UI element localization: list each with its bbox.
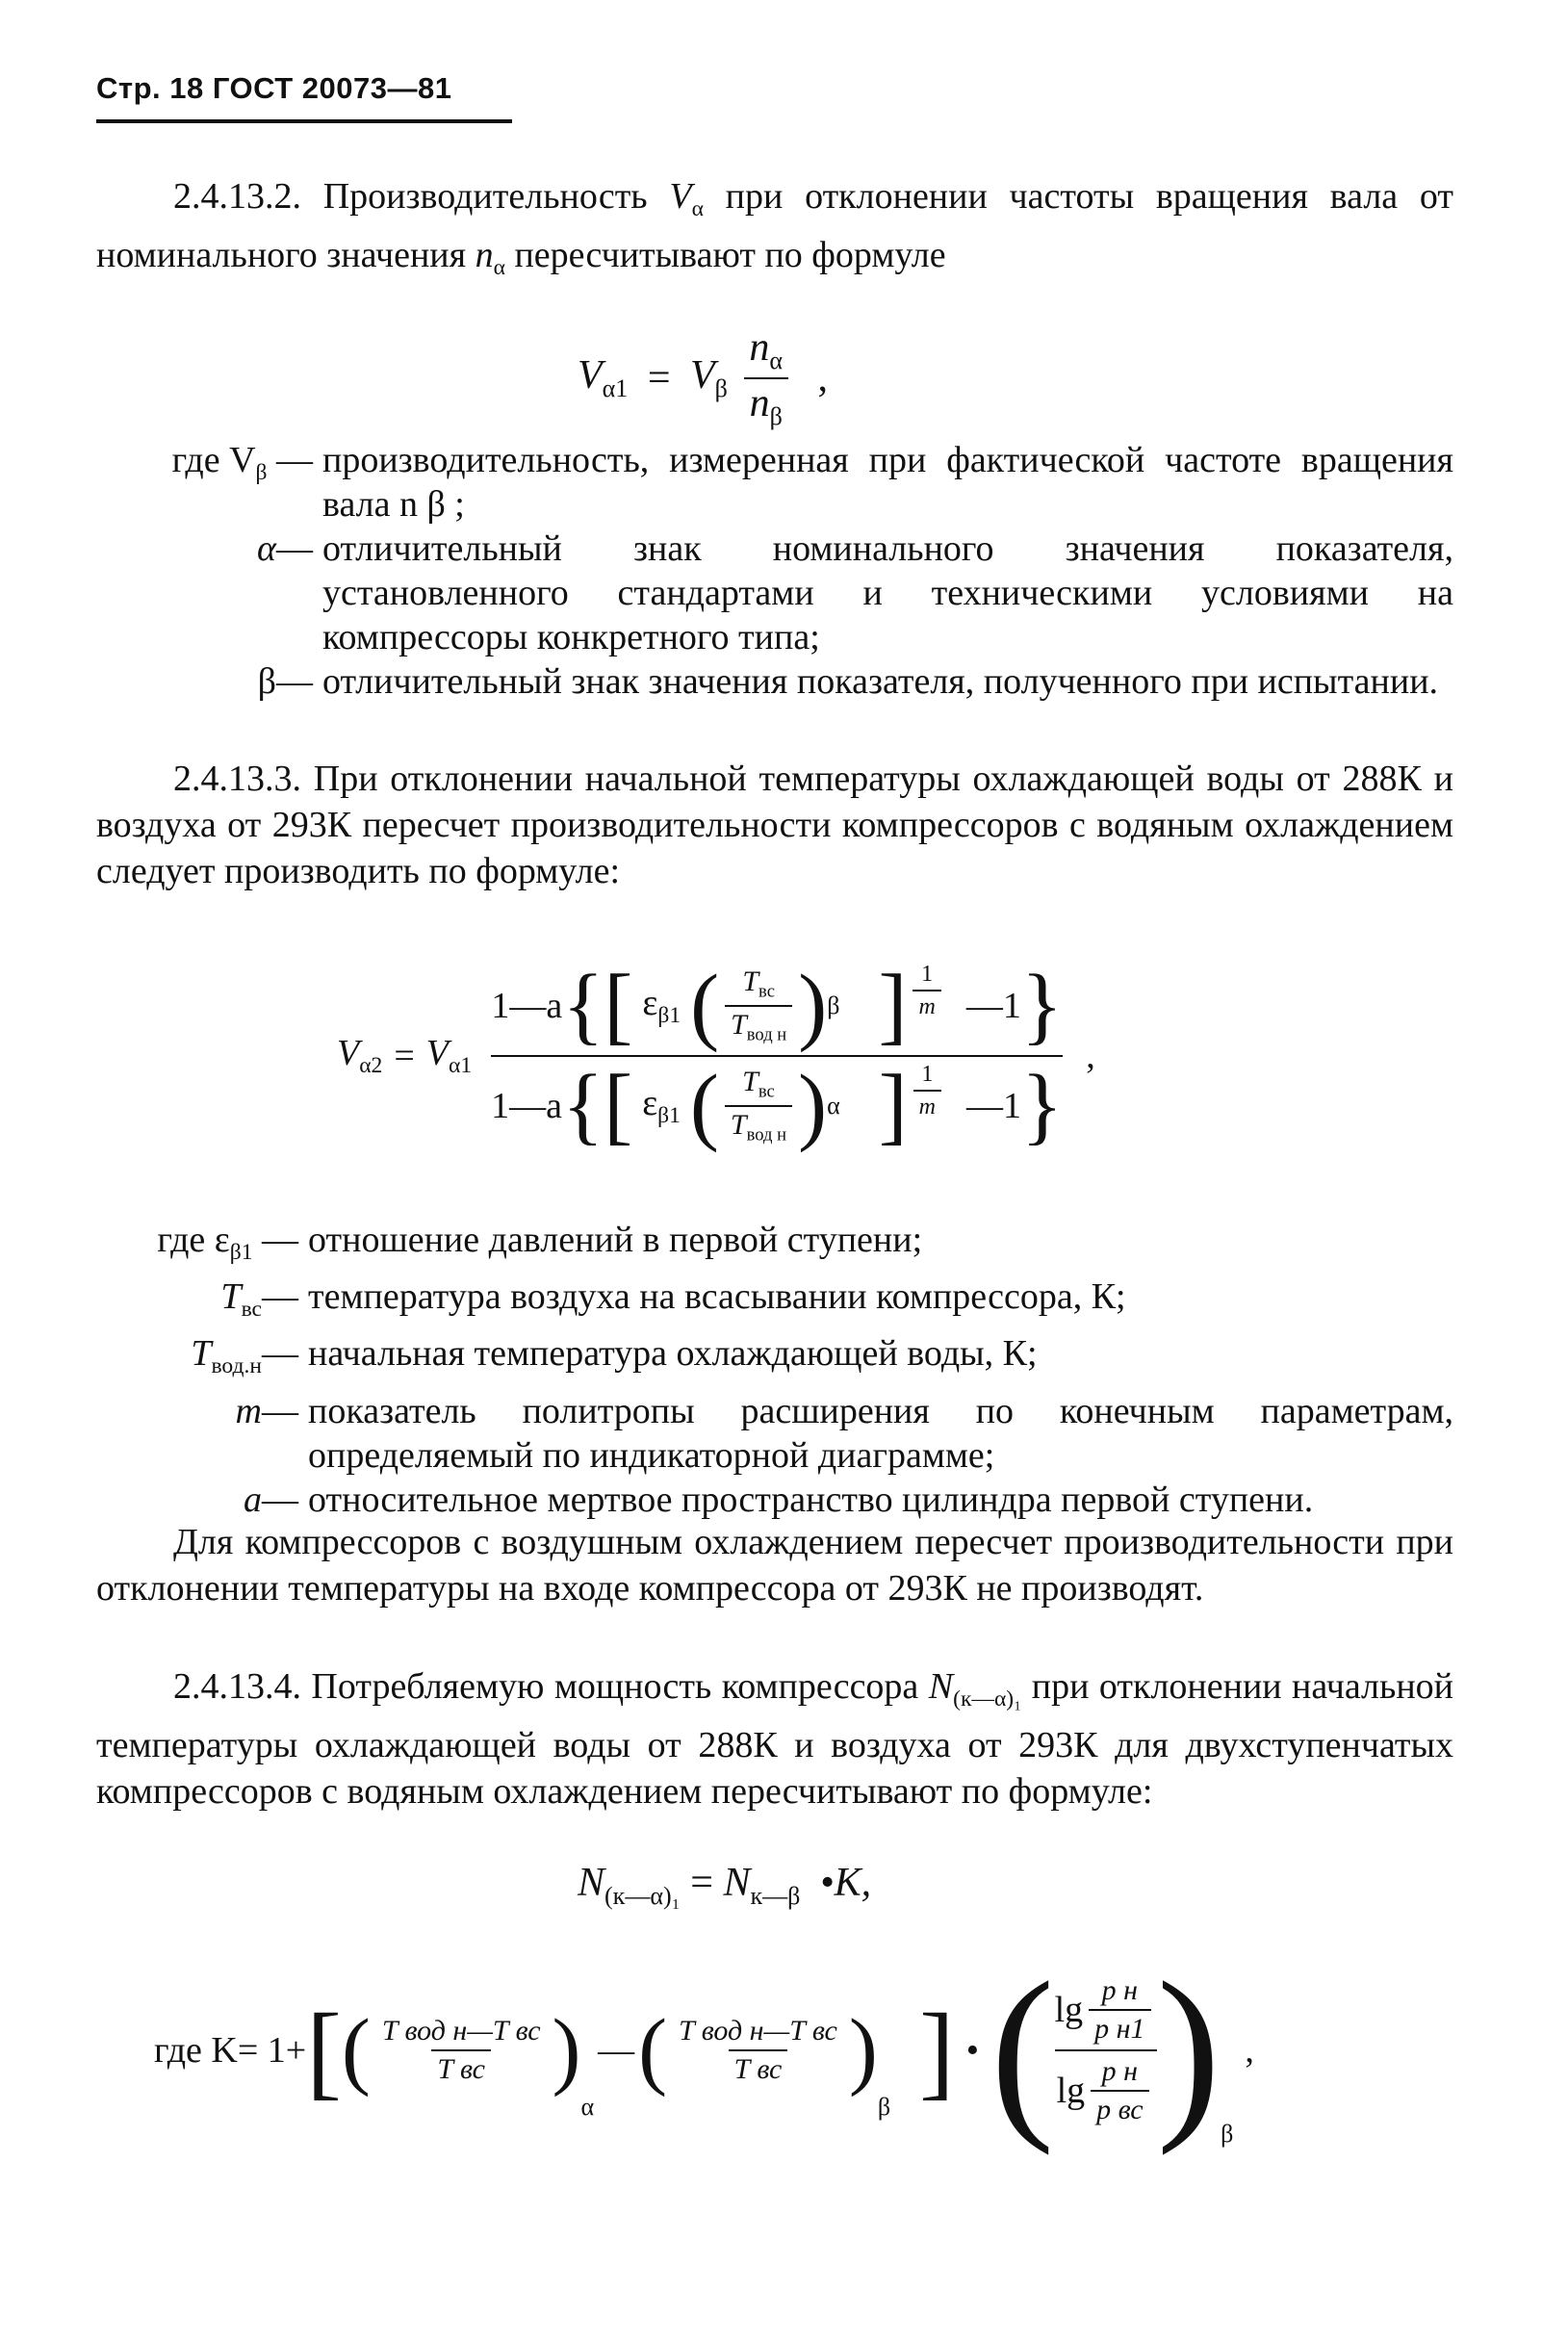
s4-intro: 2.4.13.4. Потребляемую мощность компрессора [173, 1666, 919, 1707]
f4-dot: • [965, 2030, 979, 2071]
f2-exp-den: m [918, 1094, 937, 1120]
f1-num: n [749, 325, 770, 370]
f4-tail: , [1245, 2030, 1254, 2071]
f3-rhs-sub: к—β [750, 1882, 801, 1911]
f2-v: V [425, 1032, 449, 1073]
f4-term-2 [673, 2017, 843, 2084]
s2-intro: 2.4.13.2. Производительность [173, 176, 648, 217]
f2-eps: ε [642, 982, 658, 1023]
f4-t2-num: T вод н—T вс [679, 2015, 837, 2047]
legend-1 [96, 438, 1453, 704]
f2-lhs: V [337, 1032, 360, 1073]
f4-minus: — [598, 2030, 635, 2071]
f4-prefix: где K= 1+ [154, 2030, 307, 2071]
f4-outer-sub: β [1221, 2120, 1234, 2148]
legend-1-sym: где V [171, 440, 256, 480]
legend-1-dash: — [276, 440, 313, 480]
f4-lg: lg [1056, 2071, 1086, 2111]
f1-v-sub: β [714, 374, 728, 403]
f3-rhs: N [723, 1861, 751, 1905]
f2-one-minus-a: 1—a [491, 986, 563, 1026]
f4-log-ratio [1055, 1976, 1157, 2124]
f1-den-sub: β [769, 402, 783, 431]
legend-1-row [96, 659, 1453, 704]
header-rule [96, 119, 512, 123]
f2-t-den-sub: вод н [746, 1024, 787, 1045]
f2-numerator: 1—a { [ $\varepsilon_{\beta 1}$ ( $\frac{T_{вс}}{T_{вод н}}$ ) β ] $\frac{1}{m}$ —1 } [491, 958, 1064, 1053]
legend-2-sym: T [220, 1276, 242, 1318]
f3-lhs: N [578, 1861, 605, 1905]
f2-eps: ε [642, 1082, 658, 1123]
legend-1-text: производительность, измеренная при фактической частоте вращения вала n β ; [322, 440, 1453, 525]
air-cooled-note: Для компрессоров с воздушным охлаждением пересчет производительности при отклонении температуры на входе компрессора от 293К не производят. [96, 1522, 1453, 1609]
f2-minus-one: —1 [965, 986, 1021, 1026]
formula-4: где K= 1+ [ ( $\frac{\text{T вод н—T вс}}{\text{T вс}}$ ) α — ( $\frac{\text{T вод н—T вс}}{\text{T вс}}$ ) β ] • ( lg $\frac{\text{p н}}{\text{p н1}}$ lg $\frac{\text{p н}}{\text{p вс}}$ ) $_\beta$ , [154, 1944, 1254, 2156]
legend-2-text: начальная температура охлаждающей воды, К; [308, 1333, 1038, 1375]
s2-intro3: пересчитывают по формуле [514, 235, 946, 276]
f2-sub-top: β [827, 991, 840, 1019]
f2-eq: = [394, 1036, 415, 1076]
f4-log-den [1057, 2051, 1155, 2124]
f3-eq: = [690, 1861, 713, 1905]
legend-2-text: температура воздуха на всасывании компрессора, К; [308, 1276, 1126, 1318]
section-2-4-13-4 [96, 1663, 1453, 1815]
legend-2-dash: — [262, 1276, 298, 1318]
legend-2-row [96, 1389, 1453, 1478]
legend-1-text: отличительный знак номинального значения показателя, установленного стандартами и техническими условиями на компрессоры конкретного типа; [322, 528, 1453, 657]
f4-log-num [1055, 1976, 1157, 2049]
f2-denominator: 1—a { [ $\varepsilon_{\beta 1}$ ( $\frac{T_{вс}}{T_{вод н}}$ ) α ] $\frac{1}{m}$ —1 } [491, 1058, 1064, 1153]
s2-sym-n: n [475, 235, 494, 276]
f4-t1-num: T вод н—T вс [381, 2015, 541, 2047]
legend-2-sym: a [244, 1479, 262, 1520]
f1-num-sub: α [769, 347, 784, 375]
f4-p-n: p н [1101, 1974, 1139, 2006]
legend-2 [96, 1218, 1453, 1522]
s2-sym-v-sub: α [691, 196, 704, 222]
formula-1 [578, 327, 828, 429]
f4-term-1 [376, 2017, 547, 2084]
f2-temp-ratio [725, 967, 792, 1044]
legend-1-row [96, 527, 1453, 659]
f1-eq: = [647, 356, 671, 401]
f4-sub-1: α [580, 2093, 595, 2121]
legend-2-row [96, 1331, 1453, 1388]
legend-2-text: относительное мертвое пространство цилиндра первой ступени. [308, 1479, 1314, 1520]
f2-t-num-sub: вс [758, 1081, 775, 1102]
legend-2-sym-sub: вс [241, 1297, 262, 1323]
f1-lhs-sub: α1 [602, 374, 629, 403]
legend-2-sym: m [235, 1390, 262, 1431]
f4-t1-den: T вс [437, 2053, 485, 2085]
f2-tail: , [1086, 1036, 1095, 1076]
f1-fraction [743, 327, 788, 429]
f4-sub-2: β [877, 2093, 891, 2121]
s2-sym-n-sub: α [493, 255, 505, 281]
section-2-4-13-3: 2.4.13.3. При отклонении начальной температуры охлаждающей воды от 288К и воздуха от 293К пересчет производительности компрессоров с водяным охлаждением следует производить по формуле: [96, 759, 1453, 891]
f2-eps-sub: β1 [657, 1002, 681, 1028]
f2-exp-num: 1 [921, 1062, 934, 1087]
formula-2 [337, 958, 1095, 1153]
legend-2-text: показатель политропы расширения по конечным параметрам, определяемый по индикаторной диаграмме; [308, 1390, 1453, 1476]
legend-1-dash: — [276, 528, 313, 569]
f2-minus-one: —1 [966, 1086, 1022, 1126]
f2-main-fraction [491, 958, 1064, 1153]
legend-2-row [96, 1274, 1453, 1331]
f2-exponent [913, 1063, 941, 1119]
f2-t-den: T [730, 1109, 747, 1141]
s4-sym-sub: (к—α)₁ [953, 1686, 1022, 1712]
legend-2-sym: где ε [157, 1220, 230, 1260]
legend-2-dash: — [262, 1220, 298, 1260]
legend-2-dash: — [262, 1333, 298, 1375]
f2-sub-bot: α [827, 1092, 840, 1120]
f4-p-ratio-2 [1091, 2057, 1148, 2124]
f1-tail: , [817, 356, 829, 401]
f3-times: •K, [819, 1861, 872, 1905]
f1-den: n [749, 381, 770, 426]
section-2-4-13-2 [96, 173, 1453, 291]
legend-2-sym-sub: β1 [229, 1240, 253, 1266]
legend-2-sym-sub: вод.н [211, 1353, 262, 1379]
s4-sym: N [928, 1666, 954, 1707]
f2-t-num: T [742, 1065, 758, 1097]
f4-lg: lg [1054, 1990, 1084, 2030]
legend-1-dash: — [276, 661, 313, 702]
f4-p-vs: p вс [1096, 2094, 1144, 2125]
legend-2-sym: T [191, 1333, 212, 1375]
legend-1-text: отличительный знак значения показателя, полученного при испытании. [322, 661, 1439, 702]
f4-p-n: p н [1101, 2055, 1139, 2087]
f2-eps-sub: β1 [657, 1102, 681, 1128]
legend-2-row [96, 1218, 1453, 1274]
f3-lhs-sub: (к—α)₁ [604, 1882, 681, 1911]
legend-2-dash: — [262, 1479, 298, 1520]
page-header: Стр. 18 ГОСТ 20073—81 [96, 71, 452, 105]
f1-lhs: V [578, 353, 603, 399]
f2-t-num-sub: вс [758, 981, 775, 1002]
s4-rest: при отклонении начальной температуры охлаждающей воды от 288К и воздуха от 293К для двухступенчатых компрессоров с водяным охлаждением пересчитывают по формуле: [96, 1666, 1454, 1813]
f4-t2-den: T вс [733, 2053, 783, 2085]
legend-1-sym-sub: β [255, 460, 268, 486]
f2-exp-num: 1 [921, 962, 934, 987]
f2-t-den: T [731, 1009, 747, 1041]
f2-lhs-sub: α2 [359, 1052, 383, 1078]
f4-p-ratio-1 [1089, 1976, 1150, 2044]
legend-2-text: отношение давлений в первой ступени; [308, 1220, 923, 1260]
legend-1-row [96, 438, 1453, 527]
f2-exponent [913, 963, 940, 1018]
f2-t-den-sub: вод н [746, 1124, 787, 1146]
f2-v-sub: α1 [449, 1052, 473, 1078]
s2-intro2: при отклонении частоты вращения вала от номинального значения [96, 176, 1453, 276]
f2-exp-den: m [918, 994, 936, 1019]
f2-t-num: T [742, 965, 759, 997]
formula-3 [578, 1863, 871, 1909]
legend-2-row [96, 1478, 1453, 1522]
f1-v: V [690, 353, 715, 399]
s2-sym-v: V [669, 176, 692, 217]
f4-p-n1: p н1 [1094, 2013, 1145, 2045]
legend-1-sym: β [257, 661, 276, 702]
f2-temp-ratio [725, 1065, 792, 1146]
legend-2-dash: — [262, 1390, 298, 1431]
f2-one-minus-a: 1—a [491, 1086, 562, 1126]
legend-1-sym: α [257, 528, 276, 569]
